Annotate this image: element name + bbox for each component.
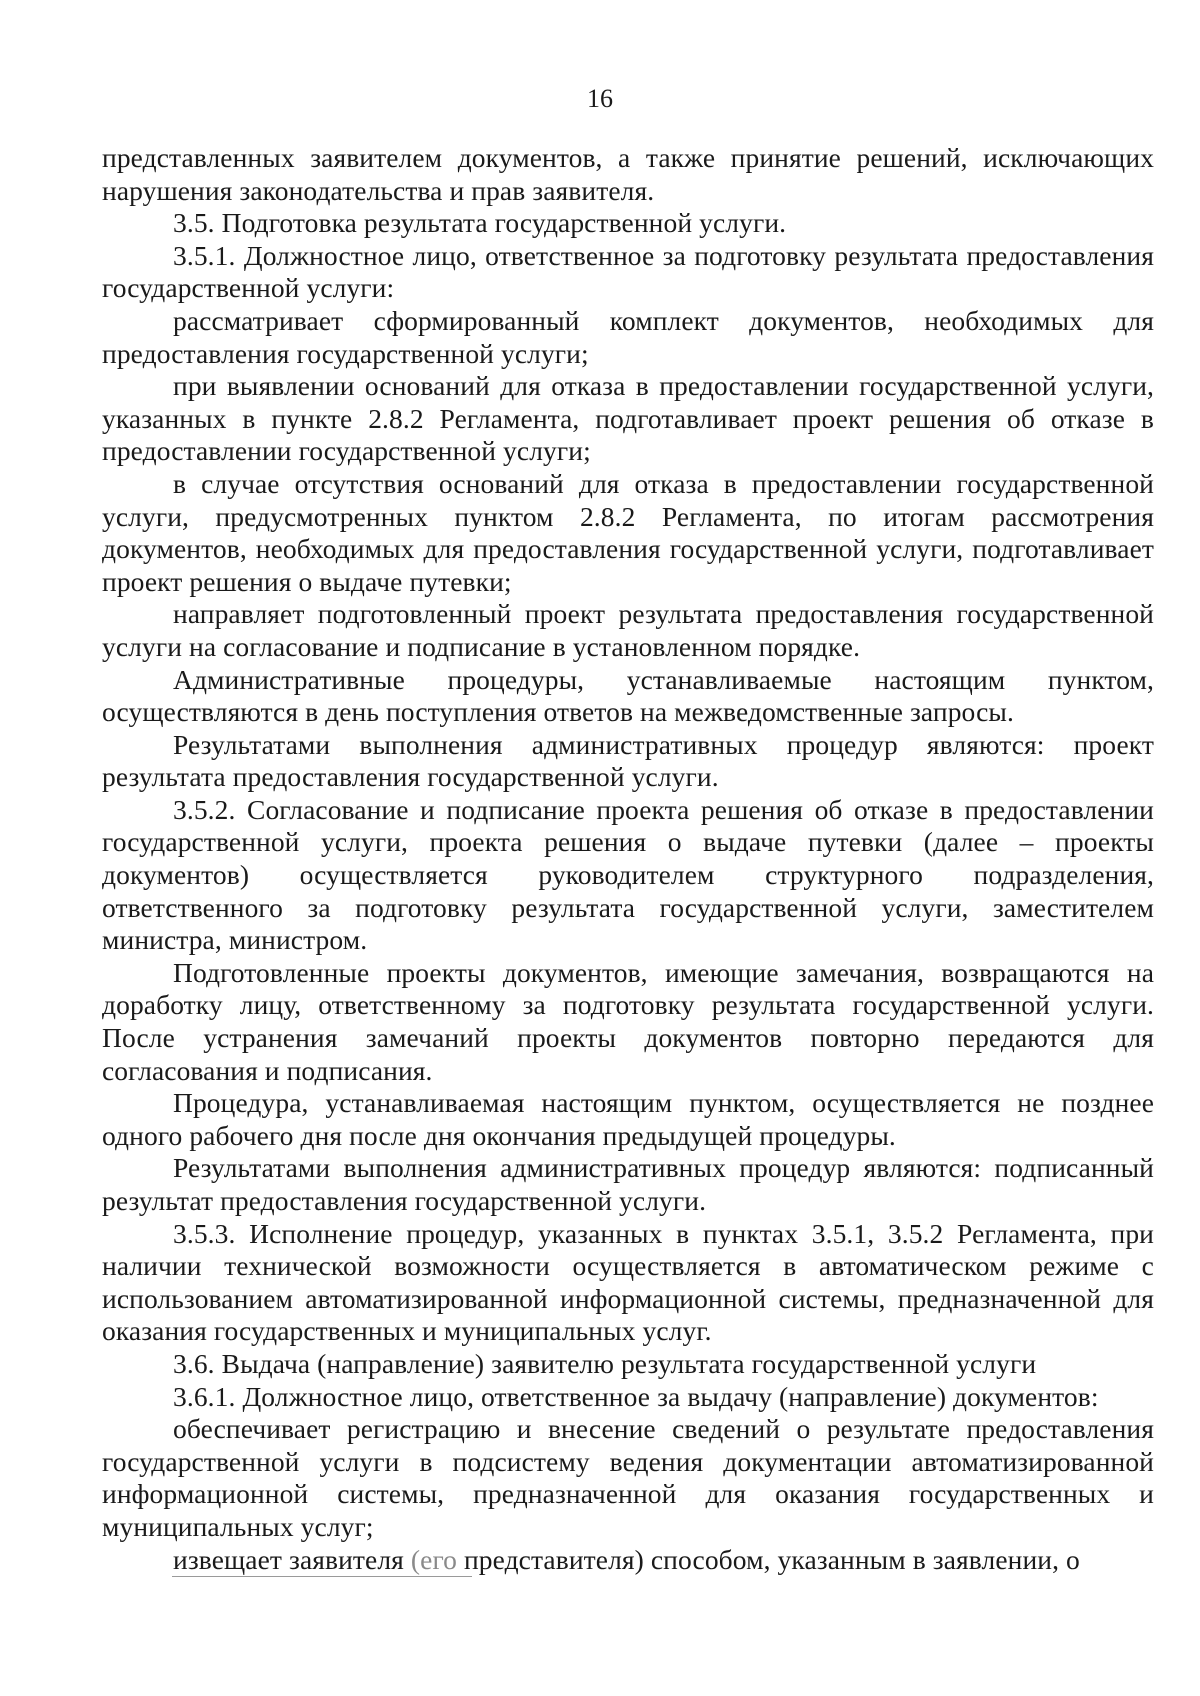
paragraph-section-3-6-1: 3.6.1. Должностное лицо, ответственное за выдачу (направление) документов: (173, 1380, 1099, 1412)
paragraph-section-3-5-2: 3.5.2. Согласование и подписание проекта решения об отказе в предоставлении государственной услуги, проекта решения о выдаче путевки (далее – проекты документов) осуществляется руководителем структурного подразделения, ответственного за подготовку результата государственной услуги, заместителем министра, министром. (102, 793, 1154, 956)
paragraph-section-3-6: 3.6. Выдача (направление) заявителю результата государственной услуги (173, 1347, 1037, 1379)
notify-text-start: извещает заявителя (173, 1543, 411, 1575)
paragraph-results-signed: Результатами выполнения административных процедур являются: подписанный результат предоставления государственной услуги. (102, 1152, 1154, 1216)
page-number: 16 (587, 84, 613, 113)
paragraph-section-3-5-3: 3.5.3. Исполнение процедур, указанных в пунктах 3.5.1, 3.5.2 Регламента, при наличии технической возможности осуществляется в автоматическом режиме с использованием автоматизированной информационной системы, предназначенной для оказания государственных и муниципальных услуг. (102, 1217, 1154, 1347)
notify-text-end: представителя) способом, указанным в заявлении, о (457, 1543, 1080, 1575)
scan-underline-mark (172, 1576, 472, 1577)
paragraph-results-draft: Результатами выполнения административных процедур являются: проект результата предоставления государственной услуги. (102, 728, 1154, 793)
paragraph-refusal-grounds: при выявлении оснований для отказа в предоставлении государственной услуги, указанных в пункте 2.8.2 Регламента, подготавливает проект решения об отказе в предоставлении государственной услуги; (102, 370, 1154, 467)
paragraph-section-3-5-1: 3.5.1. Должностное лицо, ответственное за подготовку результата предоставления государственной услуги: (102, 239, 1154, 304)
paragraph-notifies-applicant (102, 1544, 1154, 1577)
paragraph-registration: обеспечивает регистрацию и внесение сведений о результате предоставления государственной услуги в подсистему ведения документации автоматизированной информационной системы, предназначенной для оказания государственных и муниципальных услуг; (102, 1413, 1154, 1542)
paragraph-remarks-returned: Подготовленные проекты документов, имеющие замечания, возвращаются на доработку лицу, ответственному за подготовку результата государственной услуги. После устранения замечаний проекты документов повторно передаются для согласования и подписания. (102, 956, 1154, 1086)
notify-text-faded: (его (410, 1543, 457, 1575)
paragraph-continuation: представленных заявителем документов, а также принятие решений, исключающих нарушения законодательства и прав заявителя. (102, 142, 1154, 206)
paragraph-sends-draft: направляет подготовленный проект результата предоставления государственной услуги на согласование и подписание в установленном порядке. (102, 598, 1154, 662)
document-body (102, 142, 1154, 1576)
paragraph-procedure-deadline: Процедура, устанавливаемая настоящим пунктом, осуществляется не позднее одного рабочего дня после дня окончания предыдущей процедуры. (102, 1087, 1154, 1151)
paragraph-review-documents: рассматривает сформированный комплект документов, необходимых для предоставления государственной услуги; (102, 304, 1154, 369)
paragraph-section-3-5: 3.5. Подготовка результата государственной услуги. (173, 207, 787, 239)
paragraph-procedures-timing: Административные процедуры, устанавливаемые настоящим пунктом, осуществляются в день поступления ответов на межведомственные запросы. (102, 663, 1154, 728)
paragraph-no-refusal-grounds: в случае отсутствия оснований для отказа в предоставлении государственной услуги, предусмотренных пунктом 2.8.2 Регламента, по итогам рассмотрения документов, необходимых для предоставления государственной услуги, подготавливает проект решения о выдаче путевки; (102, 467, 1154, 597)
